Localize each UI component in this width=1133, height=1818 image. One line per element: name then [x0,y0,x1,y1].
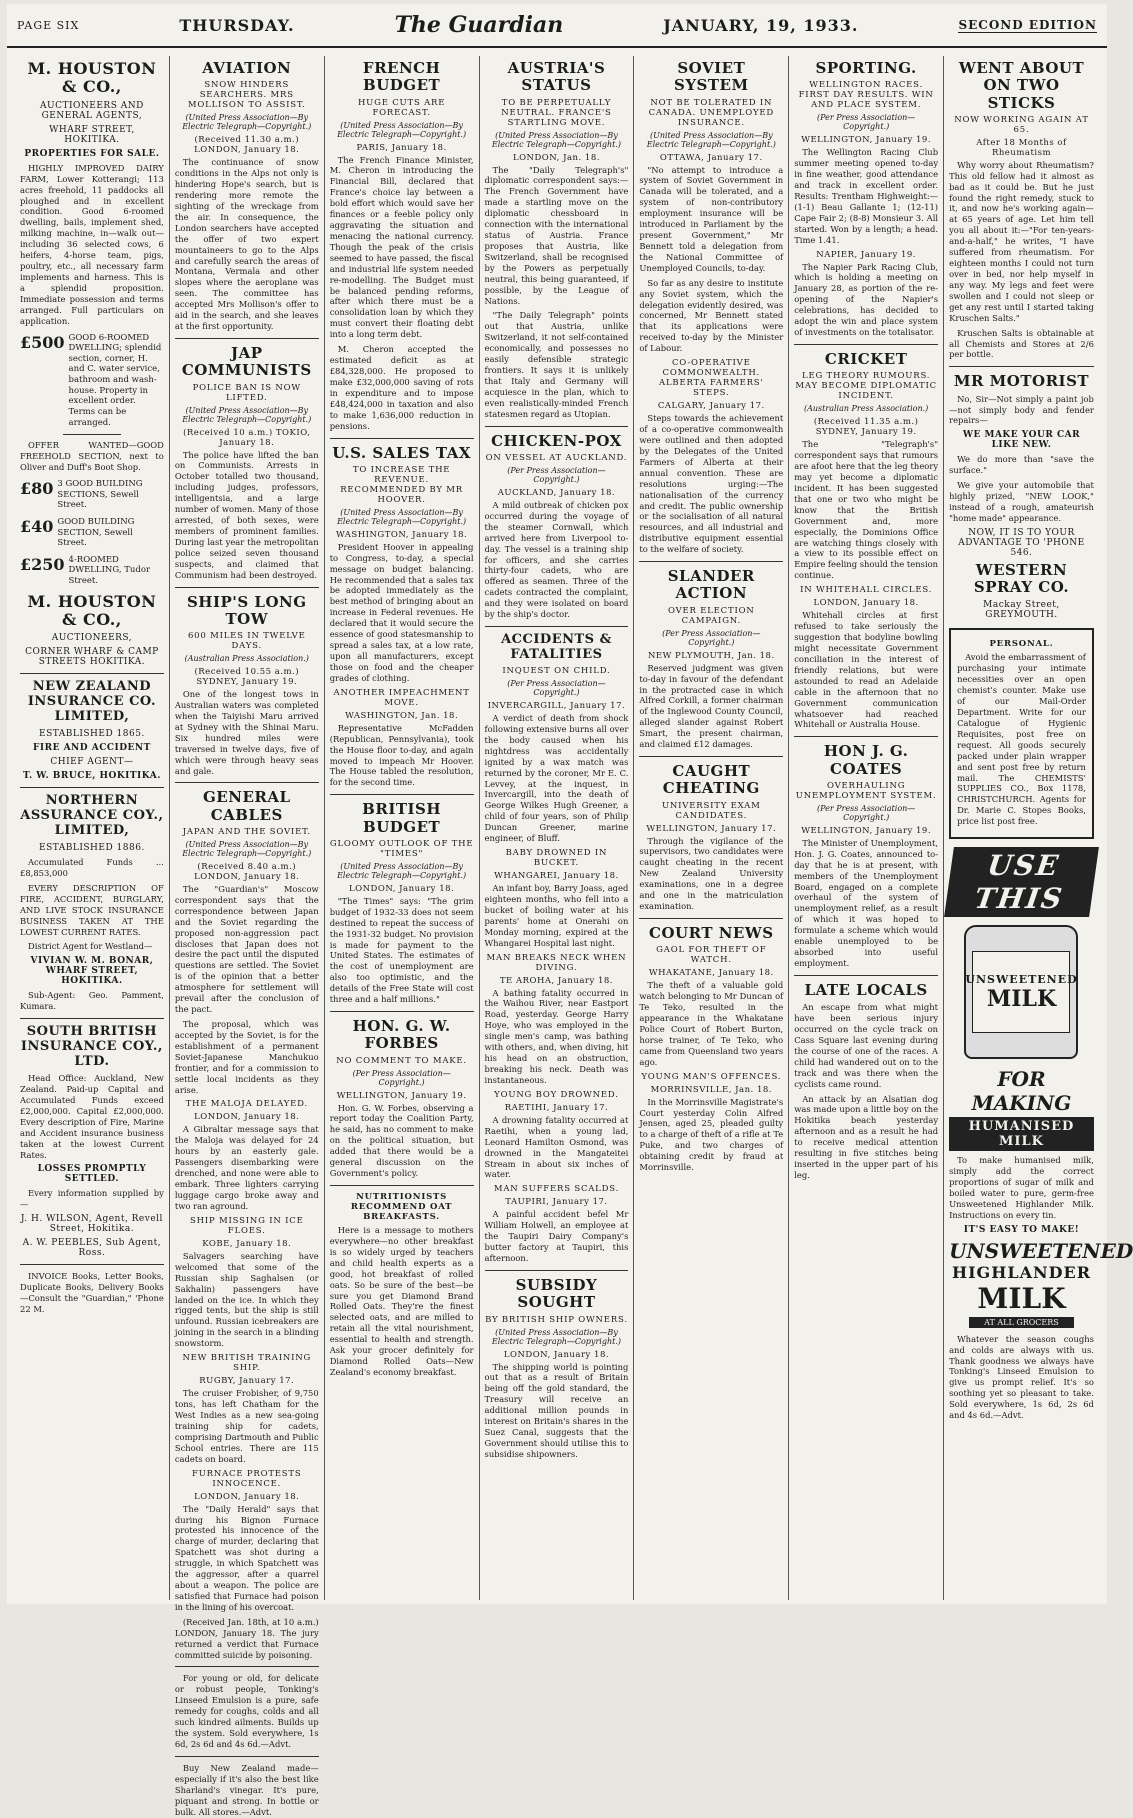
divider [330,1185,474,1186]
dateline: (Received 11.35 a.m.) SYDNEY, January 19. [813,417,919,438]
dateline: RUGBY, January 17. [199,1376,295,1387]
article-subhead: NO COMMENT TO MAKE. [336,1055,467,1066]
ad-phone: NOW, IT IS TO YOUR ADVANTAGE TO 'PHONE 546. [958,527,1085,558]
article-body: The "Daily Telegraph's" diplomatic correspondent says:—The French Government have made a startling move on the diplomatic chessboard in connection with the international status of Austria. France proposes that Austria, like Switzerland, shall be recognised by the Powers as perpetually neutral, this being guaranteed, if possible, by the League of Nations. [484,164,629,306]
ad-firm-address: WHARF STREET, HOKITIKA. [49,124,135,145]
ad-headline: FOR MAKING [971,1067,1072,1116]
article-body: An escape from what might have been serious injury occurred on the cycle track on Cass Square last evening during the course of one of the races. A child had wandered out on to the track and was there when the cyclists came round. [794,1002,939,1089]
article-subhead: ON VESSEL AT AUCKLAND. [485,452,628,463]
ad-listing [20,479,164,511]
article-body: The Wellington Racing Club summer meeting opened to-day in fine weather, good attendance and track in excellent order. Results: Trentham Highweight:—(1-1) Beau Gallante 1; (12-11) Cape Fair 2; (8-8) Monsieur 3. All started. Won by a length; a head. Time 1.41. [794,147,939,245]
district-agent-name: VIVIAN W. M. BONAR, WHARF STREET, HOKITIKA. [30,956,154,987]
article-body: The Napier Park Racing Club, which is holding a meeting on January 28, as portion of the re-opening of the Napier's celebrations, has decided to adopt the win and place system of investments on the totalisator. [794,261,939,338]
article-body: One of the longest tows in Australian waters was completed when the Taiyishi Maru arrived at Sydney with the Shinai Maru. Six hundred miles were traversed in twelve days, five of which were through heavy seas and gale. [174,689,319,776]
article-credit: (Australian Press Association.) [184,654,309,664]
dateline: INVERCARGILL, January 17. [487,700,626,711]
advertisement-text: For young or old, for delicate or robust people, Tonking's Linseed Emulsion is a pure, safe remedy for coughs, colds and all such kindred ailments. Builds up the system. Sold everywhere, 1s 6d, 2s 6d and 4s 6d.—Advt. [174,1673,319,1750]
ad-body: Why worry about Rheumatism? This old fellow had it almost as bad as it could be. But he just found the right remedy, stuck to it, and now he's working again—at 65 years of age. Let him tell you all about it:—"For ten-years-and-a-half," he writes, "I have suffered from rheumatism. For eighteen months I could not turn over in bed, nor help myself in any way. My legs and feet were swollen and I could not sleep or get any rest until I started taking Kruschen Salts." [949,159,1094,323]
article-credit: (United Press Association—By Electric Telegraph—Copyright.) [646,130,776,149]
article-body: The Minister of Unemployment, Hon. J. G. Coates, announced to-day that he is at present, with members of the Unemployment Board, engaged on a complete overhaul of the system of unemployment relief, as a result of which it was hoped to formulate a scheme which would enable unemployed to be absorbed into useful employment. [794,837,939,969]
article-body: The police have lifted the ban on Communists. Arrests in October totalled two thousand, including judges, professors, intelligentsia, and a large number of women. Many of those arrested, of both sexes, were members of prominent families. During last year the metropolitan police seized seven thousand suspects, and claimed that Communism had been destroyed. [174,449,319,580]
article-subhead: WELLINGTON RACES. FIRST DAY RESULTS. WIN AND PLACE SYSTEM. [798,80,934,111]
article-subhead: UNIVERSITY EXAM CANDIDATES. [661,800,761,821]
dateline: WHAKATANE, January 18. [648,968,774,979]
article-body: A verdict of death from shock following extensive burns all over the body caused when his nightdress was accidentally ignited by a wax match was returned by the coroner, Mr E. C. Levvey, at the inquest, in Invercargill, into the death of George Wilkes Hugh Greener, a child of four years, son of Philip Duncan Greener, marine engineer, of Bluff. [484,712,629,844]
listing-text: 4-ROOMED DWELLING, Tudor Street. [68,554,151,586]
dateline: NEW PLYMOUTH, Jan. 18. [647,650,775,661]
ad-body: Kruschen Salts is obtainable at all Chemists and Stores at 2/6 per bottle. [949,327,1094,360]
ad-firm-name: M. HOUSTON & CO., [27,591,157,630]
insurance-description: EVERY DESCRIPTION OF FIRE, ACCIDENT, BURGLARY, AND LIVE STOCK INSURANCE BUSINESS TAKEN AT THE LOWEST CURRENT RATES. [20,882,164,937]
article-body: Salvagers searching have welcomed that some of the Russian ship Saghalsen (or Sakhalin) passengers have landed on the ice. In which they rigged tents, but the ship is still unfound. Russian icebreakers are joining in the search in a blinding snowstorm. [174,1250,319,1349]
article-headline: SOVIET SYSTEM [674,59,749,95]
dateline: LONDON, January 18. [813,598,919,609]
dateline: LONDON, January 18. [503,1349,610,1360]
article-headline: SUBSIDY SOUGHT [515,1276,598,1312]
chief-agent-name: T. W. BRUCE, HOKITIKA. [22,771,161,782]
article-subhead: CO-OPERATIVE COMMONWEALTH. ALBERTA FARMERS' STEPS. [659,358,764,399]
district-agent-label: District Agent for Westland— [28,941,153,952]
ad-firm-name: WESTERN SPRAY CO. [973,560,1070,597]
article-body: Reserved judgment was given to-day in favour of the defendant in the protracted case in which Alfred Corkill, a former chairman of the Inglewood County Council, alleged slander against Robert Smart, the present chairman, and claimed £12 damages. [639,662,784,750]
ad-firm-name: M. HOUSTON & CO., [27,59,157,97]
divider [794,975,938,976]
invoice-books-ad: INVOICE Books, Letter Books, Duplicate Books, Delivery Books—Consult the "Guardian," 'Phone 22 M. [20,1271,164,1315]
article-subhead: SHIP MISSING IN ICE FLOES. [189,1215,304,1236]
article-headline: JAP COMMUNISTS [181,344,312,380]
article-subhead: BABY DROWNED IN BUCKET. [505,848,608,869]
insurance-company: NORTHERN ASSURANCE COY., LIMITED, [20,793,164,839]
article-body: A painful accident befel Mr William Holwell, an employee at the Taupiri Dairy Company's butter factory at Taupiri, this afternoon. [484,1209,629,1264]
article-subhead: FURNACE PROTESTS INNOCENCE. [192,1468,302,1489]
ad-body: Avoid the embarrassment of purchasing your intimate necessities over an open chemist's counter. Make use of our Mail-Order Department. Write for our Catalogue of Hygienic Requisites, post free on request. All goods securely packed under plain wrapper and sent post free by return mail. The CHEMISTS' SUPPLIES CO., Box 1178, CHRISTCHURCH. Agents for Dr. Marie C. Stopes Books, price list post free. [957,652,1086,827]
article-subhead: MAN BREAKS NECK WHEN DIVING. [486,952,627,973]
article-body: So far as any desire to institute any Soviet system, which the delegation evidently desired, was concerned, Mr Bennett stated that its applications were received to-day by the Minister of Labour. [639,277,784,354]
dateline: PARIS, January 18. [356,142,447,153]
article-credit: (United Press Association—By Electric Telegraph—Copyright.) [337,507,467,526]
article-subhead: GAOL FOR THEFT OF WATCH. [656,945,767,966]
article-credit: (Per Press Association—Copyright.) [352,1068,451,1087]
article-headline: SHIP'S LONG TOW [186,592,307,628]
article-credit: (United Press Association—By Electric Telegraph—Copyright.) [337,861,467,880]
dateline: LONDON, Jan. 18. [512,152,600,163]
article-subhead: TO INCREASE THE REVENUE. RECOMMENDED BY MR HOOVER. [340,464,463,505]
ad-headline: MR MOTORIST [953,372,1090,391]
dateline: MORRINSVILLE, Jan. 18. [650,1084,772,1095]
article-credit: (United Press Association—By Electric Telegraph—Copyright.) [182,405,312,424]
agent-peebles: A. W. PEEBLES, Sub Agent, Ross. [22,1238,162,1259]
article-body: President Hoover in appealing to Congress, to-day, a special message on budget balancing. He recommended that a sales tax be adopted immediately as the best method of bringing about an increase in Federal revenues. He declared that it would secure the essence of good statesmanship to spread a sales tax, at a low rate, upon all manufacturers, except those on food and the cheaper grades of clothing. [329,541,474,683]
divider [20,673,164,674]
divider [485,1270,629,1271]
ad-headline: PERSONAL. [989,639,1054,650]
divider [485,626,629,627]
dateline: (Received 11.30 a.m.) LONDON, January 18. [194,135,300,156]
dateline: RAETIHI, January 17. [504,1102,609,1113]
ad-farm-text: HIGHLY IMPROVED DAIRY FARM, Lower Kotterangi; 113 acres freehold, 11 paddocks all ploughed and in excellent condition. Good 6-roomed dwelling, bails, implement shed, milking machine, in—walk out—including 36 selected cows, 6 heifers, 4-horse team, pigs, poultry, etc., all necessary farm implements and harness. This is a splendid proposition. Immediate possession and terms arranged. Full particulars on application. [20,162,164,326]
advertisement-text: Buy New Zealand made—especially if it's also the best like Sharland's vinegar. It's pure, piquant and strong. In bottle or bulk. All stores.—Advt. [174,1762,319,1817]
head-office-text: Head Office: Auckland, New Zealand. Paid-up Capital and Accumulated Funds exceed £2,000,000. Capital £2,000,000. Every description of Fire, Marine and Accident insurance business taken at the lowest Current Rates. [20,1073,164,1160]
article-body: (Received Jan. 18th, at 10 a.m.) LONDON, January 18. The jury returned a verdict that Furnace committed suicide by poisoning. [174,1616,319,1660]
article-body: "The Times" says: "The grim budget of 1932-33 does not seem destined to repeat the success of the 1931-32 budget. No provision is made for payment to the United States. The estimates of the cost of unemployment are also too optimistic, and the details of the Free State will cost three and a half millions." [329,895,474,1005]
article-body: The cruiser Frobisher, of 9,750 tons, has left Chatham for the West Indies as a new sea-going training ship for cadets, comprising Dartmouth and Public School entries. There are 115 cadets on board. [174,1388,319,1464]
divider [175,1756,319,1757]
article-headline: ACCIDENTS & FATALITIES [501,632,612,663]
article-headline: GENERAL CABLES [202,788,291,824]
article-body: The French Finance Minister, M. Cheron in introducing the Financial Bill, declared that France's choice lay between a bold effort which would save her finances or a feeble policy only aggravating the situation and menacing the national currency. Though the peak of the crisis seemed to have passed, the fiscal and industrial life system needed re-modelling. The Budget must be balanced pending reforms, after which there must be a consolidation loan by which they must convert their floating debt into a long term debt. [329,154,474,340]
ad-banner: HUMANISED MILK [949,1117,1094,1151]
article-headline: CHICKEN-POX [491,431,622,450]
article-subhead: OVERHAULING UNEMPLOYMENT SYSTEM. [795,780,937,801]
information-label: Every information supplied by— [20,1188,164,1210]
ad-banner: AT ALL GROCERS [969,1317,1074,1328]
column-5 [634,56,789,1600]
article-body: Through the vigilance of the supervisors, two candidates were caught cheating in the recent New Zealand University examinations, one in a degree and one in the matriculation examination. [639,835,784,912]
article-headline: FRENCH BUDGET [362,59,441,95]
ad-listing [20,555,164,587]
article-subhead: LEG THEORY RUMOURS. MAY BECOME DIPLOMATIC INCIDENT. [795,371,937,402]
newspaper-title: The Guardian [394,12,564,38]
divider [330,794,474,795]
dateline: WHANGAREI, January 18. [494,871,619,882]
masthead-date: JANUARY, 19, 1933. [663,15,859,35]
article-body: In the Morrinsville Magistrate's Court yesterday Colin Alfred Jensen, aged 25, pleaded guilty to a charge of theft of a rifle at Te Puke, and two charges of obtaining credit by fraud at Morrinsville. [639,1096,784,1173]
established-date: ESTABLISHED 1865. [39,729,145,740]
dateline: (Received 10 a.m.) TOKIO, January 18. [183,427,311,448]
ad-brand: UNSWEETENED [949,1238,1133,1263]
masthead-day: THURSDAY. [179,15,295,35]
article-body: The "Daily Herald" says that during his Bignon Furnace protested his innocence of the charge of murder, declaring that Spatchett was shot during a struggle, in which Spatchett was the aggressor, after a quarrel about a weapon. The police are satisfied that Furnace had poison in the lining of his overcoat. [174,1503,319,1612]
dateline: AUCKLAND, January 18. [497,487,616,498]
article-subhead: NUTRITIONISTS RECOMMEND OAT BREAKFASTS. [350,1191,453,1222]
dateline: NAPIER, January 19. [816,249,917,260]
article-body: The shipping world is pointing out that as a result of Britain being off the gold standard, the Treasury will receive an additional million pounds in interest on Britain's shares in the Suez Canal, suggests that the Government should utilise this to subsidise shipowners. [484,1361,629,1459]
dateline: WELLINGTON, January 19. [801,825,932,836]
divider [175,338,319,339]
dateline: WASHINGTON, January 18. [335,529,468,540]
article-headline: SLANDER ACTION [667,567,755,603]
divider [20,1264,164,1265]
dateline: TAUPIRI, January 17. [505,1197,608,1208]
article-body: A mild outbreak of chicken pox occurred during the voyage of the steamer Cornwall, which arrived here from Liverpool to-day. The vessel is a training ship for officers, and she carries thirty-four cadets, who are offered as seamen. Three of the cadets contracted the complaint, and they were isolated on board by the ship's doctor. [484,499,629,620]
ad-sale-heading: PROPERTIES FOR SALE. [24,148,160,159]
losses-settled: LOSSES PROMPTLY SETTLED. [37,1164,147,1185]
article-subhead: SNOW HINDERS SEARCHERS. MRS MOLLISON TO ASSIST. [187,80,306,111]
article-subhead: NEW BRITISH TRAINING SHIP. [182,1353,312,1374]
article-subhead: 600 MILES IN TWELVE DAYS. [187,631,306,652]
article-body: The "Guardian's" Moscow correspondent says that the correspondence between Japan and the Soviet regarding the proposed non-aggression pact discloses that Japan does not desire the pact until the disputed questions are settled. The Soviet is of the opinion that a better atmosphere for settlement will prevail after the conclusion of the pact. [174,883,319,1015]
divider [485,426,629,427]
ad-use-this: USE THIS [944,847,1099,917]
personal-ad-box [949,628,1094,839]
article-credit: (Per Press Association—Copyright.) [507,465,606,484]
article-body: M. Cheron accepted the estimated deficit as at £84,328,000. He proposed to make £32,000,000 saving of rots in expenditure and to impose £48,424,000 in taxation and also to make 1,636,000 reduction in pensions. [329,344,474,431]
article-credit: (United Press Association—By Electric Telegraph—Copyright.) [491,1327,621,1346]
column-2 [170,56,325,1817]
chief-agent-label: CHIEF AGENT— [50,757,134,768]
newspaper-page [7,4,1133,1817]
article-subhead: IN WHITEHALL CIRCLES. [800,585,933,596]
divider [794,736,938,737]
column-1 [15,56,170,1600]
ad-firm-address: Mackay Street, GREYMOUTH. [983,600,1060,621]
listing-text: GOOD 6-ROOMED DWELLING; splendid section, corner, H. and C. water service, bathroom and wash-house. Property in excellent order. Terms can be arranged. [68,332,162,428]
article-subhead: HUGE CUTS ARE FORECAST. [357,97,446,118]
ad-body: No, Sir—Not simply a paint job—not simply body and fender repairs— [949,393,1094,426]
dateline: (Received 8.40 a.m.) LONDON, January 18. [194,861,300,882]
divider [639,918,783,919]
dateline: (Received 10.55 a.m.) SYDNEY, January 19. [194,667,300,688]
tin-text: MILK [986,985,1057,1012]
column-3 [325,56,480,1600]
article-subhead: TO BE PERPETUALLY NEUTRAL. FRANCE'S STARTLING MOVE. [501,97,612,128]
column-7 [944,56,1133,1600]
article-headline: BRITISH BUDGET [362,800,442,836]
established-date: ESTABLISHED 1886. [39,843,145,854]
article-subhead: POLICE BAN IS NOW LIFTED. [192,382,301,403]
article-body: "No attempt to introduce a system of Soviet Government in Canada will be tolerated, and a system of non-contributory employment insurance will be introduced in Parliament by the present Government," Mr Bennett told a delegation from the National Committee of Unemployed Councils, to-day. [639,164,784,273]
ad-brand: HIGHLANDER [951,1262,1091,1282]
listing-price: £500 [20,332,65,352]
article-subhead: OVER ELECTION CAMPAIGN. [667,605,755,626]
ad-body: We do more than "save the surface." [949,454,1094,476]
article-subhead: GLOOMY OUTLOOK OF THE "TIMES" [329,838,474,859]
dateline: OTTAWA, January 17. [659,152,763,163]
ad-firm-role: AUCTIONEERS, [51,633,133,644]
accumulated-funds: Accumulated Funds ... £8,853,000 [20,857,164,878]
article-body: An infant boy, Barry Joass, aged eighteen months, who fell into a bucket of boiling water at his parents' home at Onerahi on Monday morning, expired at the Whangarei Hospital last night. [484,883,629,948]
article-headline: AVIATION [202,59,292,77]
article-subhead: YOUNG BOY DROWNED. [494,1089,619,1100]
article-body: The "Telegraph's" correspondent says that rumours are afoot here that the leg theory may yet become a diplomatic incident. It has been suggested that one or two who might be know that the British Government and, more especially, the Dominions Office are watching things closely with a view to its possible effect on Empire feeling should the tension continue. [794,439,939,581]
article-subhead: NOT BE TOLERATED IN CANADA. UNEMPLOYED INSURANCE. [648,97,775,128]
article-body: Whitehall circles at first refused to take seriously the suggestion that bodyline bowling might necessitate Government conciliation in the interest of friendly relations, but were astounded to read an Adelaide cable in the afternoon that no Government communication whatsoever had reached Whitehall or Australia House. [794,610,939,730]
page-number: PAGE SIX [17,18,80,32]
article-headline: COURT NEWS [649,923,774,942]
dateline: CALGARY, January 17. [657,401,765,412]
article-headline: U.S. SALES TAX [332,443,471,462]
article-body: Hon. G. W. Forbes, observing a report today the Coalition Party, he said, has no comment to make on the political situation, but added that there would be a general discussion on the Government's policy. [329,1102,474,1179]
article-subhead: JAPAN AND THE SOVIET. [182,826,311,837]
milk-ad [949,847,1094,917]
advertisement-text: Here is a message to mothers everywhere—no other breakfast is so widely urged by teachers and child health experts as a good, hot breakfast of rolled oats. So be sure of the best—be sure you get Diamond Brand Rolled Oats. They're the finest selected oats, and are milled to retain all the vital nourishment, essential to health and strength. Ask your grocer definitely for Diamond Rolled Oats—New Zealand's economy breakfast. [329,1224,474,1377]
ad-body: Whatever the season coughs and colds are always with us. Thank goodness we always have Tonking's Linseed Emulsion to give us prompt relief. It's so soothing yet so pleasant to take. Sold everywhere, 1s 6d, 2s 6d and 4s 6d.—Advt. [949,1333,1094,1421]
column-4 [480,56,635,1600]
article-credit: (Per Press Association—Copyright.) [816,803,916,822]
article-body: The proposal, which was accepted by the Soviet, is for the establishment of a permanent Soviet-Japanese Manchukuo frontier, and for a commission to settle local incidents as they arise. [174,1019,319,1095]
article-credit: (Per Press Association—Copyright.) [662,628,761,647]
article-headline: HON. G. W. FORBES [352,1017,451,1053]
divider [949,366,1094,367]
ad-firm-role: AUCTIONEERS AND GENERAL AGENTS, [40,100,144,121]
article-headline: HON J. G. COATES [823,742,909,778]
divider [175,782,319,783]
ad-offer-text: OFFER WANTED—GOOD FREEHOLD SECTION, next to Oliver and Duff's Boot Shop. [20,440,164,473]
divider [330,438,474,439]
article-body: A bathing fatality occurred in the Waihou River, near Eastport Road, yesterday. George Harry Hoye, who was employed in the single men's camp, was bathing with others, and, when diving, hit his head on an obstruction, breaking his neck. Death was instantaneous. [484,987,629,1085]
divider [330,1011,474,1012]
ad-slogan: WE MAKE YOUR CAR LIKE NEW. [962,430,1081,451]
article-credit: (United Press Association—By Electric Telegraph—Copyright.) [182,113,312,132]
article-body: The theft of a valuable gold watch belonging to Mr Duncan of Te Teko, resulted in the appearance in the Whakatane Police Court of Robert Burton, horse trainer, of Te Teko, who came from Queensland two years ago. [639,980,784,1067]
article-headline: CRICKET [824,350,908,368]
column-6 [789,56,944,1600]
ad-headline: WENT ABOUT ON TWO STICKS [958,59,1085,112]
ad-brand: MILK [977,1281,1066,1315]
dateline: WELLINGTON, January 19. [336,1090,467,1101]
divider [639,561,783,562]
dateline: LONDON, January 18. [194,1491,300,1502]
article-body: Representative McFadden (Republican, Pennsylvania), took the House floor to-day, and again moved to impeach Mr Hoover. The House tabled the resolution, for the second time. [329,722,474,788]
listing-price: £40 [20,516,54,536]
article-credit: (United Press Association—By Electric Telegraph—Copyright.) [182,839,312,858]
columns [15,56,1133,1817]
divider [175,587,319,588]
article-subhead: THE MALOJA DELAYED. [185,1099,308,1110]
article-subhead: MAN SUFFERS SCALDS. [493,1184,620,1195]
article-credit: (United Press Association—By Electric Telegraph—Copyright.) [491,130,621,149]
divider [639,756,783,757]
listing-text: GOOD BUILDING SECTION, Sewell Street. [57,516,135,549]
article-body: A drowning fatality occurred at Raetihi, when a young lad, Leonard Hamilton Osmond, was drowned in the Mangateitei Stream in about six inches of water. [484,1114,629,1180]
divider [794,344,938,345]
ad-subhead: After 18 Months of Rheumatism [976,137,1067,158]
insurance-company: SOUTH BRITISH INSURANCE COY., LTD. [20,1024,163,1070]
ad-body: We give your automobile that highly prized, "NEW LOOK," instead of a rough, amateurish "home made" appearance. [949,480,1094,523]
dateline: WASHINGTON, Jan. 18. [345,710,459,721]
sub-agent: Sub-Agent: Geo. Pamment, Kumara. [20,990,164,1012]
dateline: LONDON, January 18. [194,1112,300,1123]
ad-slogan: IT'S EASY TO MAKE! [963,1224,1080,1235]
article-subhead: BY BRITISH SHIP OWNERS. [485,1314,628,1325]
dateline: KOBE, January 18. [202,1238,292,1249]
article-subhead: INQUEST ON CHILD. [502,665,611,676]
insurance-type: FIRE AND ACCIDENT [33,743,151,754]
ad-firm-address: CORNER WHARF & CAMP STREETS HOKITIKA. [25,647,159,668]
article-credit: (United Press Association—By Electric Telegraph—Copyright.) [337,120,467,139]
article-body: The continuance of snow conditions in the Alps not only is hindering Hope's search, but is rendering more remote the sighting of the wreckage from the air. In consequence, the London searchers have accepted the offer of two expert mountaineers to go to the Alps and carefully search the areas of Montana, Vermala and other slopes where the aeroplane was seen. The committee has accepted Mrs Mollison's offer to aid in the search, and she leaves at the first opportunity. [174,157,319,332]
insurance-company: NEW ZEALAND INSURANCE CO. LIMITED, [27,679,157,725]
dateline: WELLINGTON, January 17. [646,823,777,834]
article-subhead: YOUNG MAN'S OFFENCES. [641,1071,782,1082]
ad-body: To make humanised milk, simply add the correct proportions of sugar of milk and boiled water to pure, germ-free Unsweetened Highlander Milk. Instructions on every tin. [949,1155,1094,1220]
masthead [7,4,1107,48]
divider [20,787,164,788]
article-headline: SPORTING. [815,59,917,77]
article-subhead: ANOTHER IMPEACHMENT MOVE. [333,687,470,708]
article-headline: LATE LOCALS [804,980,928,999]
listing-text: 3 GOOD BUILDING SECTIONS, Sewell Street. [57,479,143,511]
milk-tin-icon [964,925,1078,1059]
divider [63,434,121,435]
dateline: LONDON, January 18. [349,883,455,894]
ad-listing [20,517,164,549]
article-body: An attack by an Alsatian dog was made upon a little boy on the Hokitika beach yesterday afternoon and as a result he had to receive medical attention resulting in five stitches being inserted in the upper part of his leg. [794,1093,939,1181]
article-body: A Gibraltar message says that the Maloja was delayed for 24 hours by an easterly gale. Passengers disembarking were drenched, and none were able to embark. Three lighters carrying luggage cargo broke away and two ran aground. [174,1124,319,1211]
ad-subhead: NOW WORKING AGAIN AT 65. [954,114,1089,135]
article-body: "The Daily Telegraph" points out that Austria, unlike Switzerland, it not self-contained economically, and possesses no easily defensible strategic frontiers. It says it is unlikely that Italy and Germany will acquiesce in the plan, which to even realistically-minded French statesmen regard as Utopian. [484,310,629,419]
listing-price: £250 [20,554,65,574]
dateline: WELLINGTON, January 19. [801,135,932,146]
edition-label: SECOND EDITION [958,17,1097,32]
divider [20,1018,164,1019]
divider [175,1666,319,1667]
article-headline: CAUGHT CHEATING [662,762,760,798]
article-headline: AUSTRIA'S STATUS [507,59,606,95]
agent-wilson: J. H. WILSON, Agent, Revell Street, Hokitika. [20,1214,163,1235]
article-credit: (Per Press Association—Copyright.) [507,678,606,697]
ad-listing [20,333,164,429]
listing-price: £80 [20,479,54,498]
article-body: Steps towards the achievement of a co-operative commonwealth were outlined and then adopted by the Delegates of the United Farmers of Alberta at their annual convention. These are resolutions urging:—The nationalisation of the currency and credit. The public ownership or the socialisation of all natural resources, and all industrial and distributive equipment essential to the welfare of society. [639,413,784,555]
article-credit: (Per Press Association—Copyright.) [816,113,916,132]
tin-text: UNSWEETENED [965,972,1078,986]
tin-label [965,951,1078,1033]
dateline: TE AROHA, January 18. [499,975,614,986]
article-credit: (Australian Press Association.) [804,404,929,414]
